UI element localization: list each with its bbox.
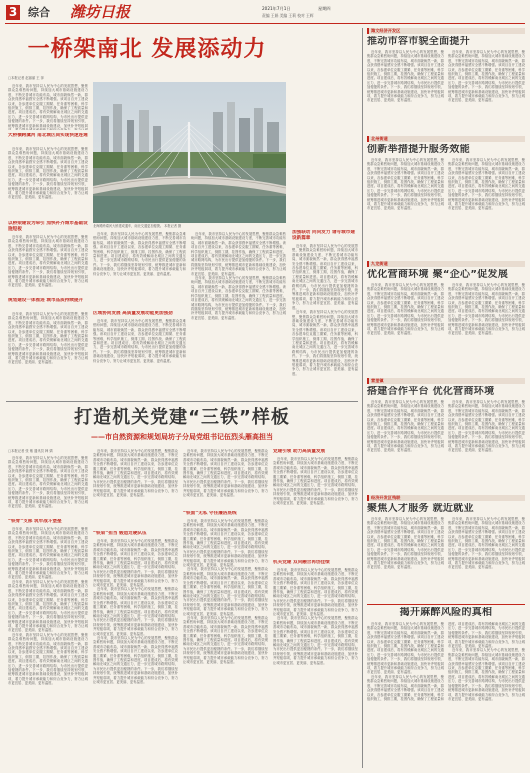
paper-name: 潍坊日报 (70, 3, 131, 21)
feature-column-3-bottom (183, 519, 268, 769)
lead-column-2 (93, 232, 186, 309)
lead-paragraph: 近年来，我市坚持以人民为中心的发展思想，聚焦群众急难愁盼问题，持续加大城市基础设施建设力度，不断完善城市功能布局，城市面貌焕然一新，群众获得感幸福感安全感不断增强。该项目自开工建设以来，各参建单位克服工期紧、任务重等困难，科学组织施工，倒排工期，挂图作战，确保了工程质量和进度。项目建成后，将有效缓解南北城区之间的交通压力，进一步完善城市路网结构，为市民出行提供更加便捷的条件。下一步，我们将继续坚持规划引领，统筹推进城市更新和基础设施建设，加快补齐短板弱项，着力提升城市承载能力和综合竞争力，努力让城市更宜居、更美丽、更有温度。 (8, 147, 88, 200)
rail-title-4: 搭建合作平台 优化营商环境 (367, 386, 495, 397)
rail-story-5 (367, 517, 525, 601)
rail-rule (367, 604, 525, 605)
feature-paragraph: 近年来，我市坚持以人民为中心的发展思想，聚焦群众急难愁盼问题，持续加大城市基础设施建设力度，不断完善城市功能布局，城市面貌焕然一新，群众获得感幸福感安全感不断增强。该项目自开工建设以来，各参建单位克服工期紧、任务重等困难，科学组织施工，倒排工期，挂图作战，确保了工程质量和进度。项目建成后，将有效缓解南北城区之间的交通压力，进一步完善城市路网结构，为市民出行提供更加便捷的条件。下一步，我们将继续坚持规划引领，统筹推进城市更新和基础设施建设，加快补齐短板弱项，着力提升城市承载能力和综合竞争力，努力让城市更宜居、更美丽、更有温度。 (183, 449, 268, 498)
feature-byline: □本报记者 张 敏 通讯员 韩 婧 (8, 449, 53, 453)
feature-subhead-1: “铁骨”支部 筑牢战斗堡垒 (8, 519, 62, 524)
issue-date: 2021年7月1日 (262, 6, 291, 11)
feature-paragraph: 近年来，我市坚持以人民为中心的发展思想，聚焦群众急难愁盼问题，持续加大城市基础设施建设力度，不断完善城市功能布局，城市面貌焕然一新，群众获得感幸福感安全感不断增强。该项目自开工建设以来，各参建单位克服工期紧、任务重等困难，科学组织施工，倒排工期，挂图作战，确保了工程质量和进度。项目建成后，将有效缓解南北城区之间的交通压力，进一步完善城市路网结构，为市民出行提供更加便捷的条件。下一步，我们将继续坚持规划引领，统筹推进城市更新和基础设施建设，加快补齐短板弱项，着力提升城市承载能力和综合竞争力，努力让城市更宜居、更美丽、更有温度。 (93, 635, 178, 684)
rail-paragraph: 近年来，我市坚持以人民为中心的发展思想，聚焦群众急难愁盼问题，持续加大城市基础设施建设力度，不断完善城市功能布局，城市面貌焕然一新，群众获得感幸福感安全感不断增强。该项目自开工建设以来，各参建单位克服工期紧、任务重等困难，科学组织施工，倒排工期，挂图作战，确保了工程质量和进度。项目建成后，将有效缓解南北城区之间的交通压力，进一步完善城市路网结构，为市民出行提供更加便捷的条件。下一步，我们将继续坚持规划引领，统筹推进城市更新和基础设施建设，加快补齐短板弱项，着力提升城市承载能力和综合竞争力，努力让城市更宜居、更美丽、更有温度。 (367, 622, 525, 701)
lead-column-2-bottom (93, 319, 186, 396)
feature-paragraph: 近年来，我市坚持以人民为中心的发展思想，聚焦群众急难愁盼问题，持续加大城市基础设施建设力度，不断完善城市功能布局，城市面貌焕然一新，群众获得感幸福感安全感不断增强。该项目自开工建设以来，各参建单位克服工期紧、任务重等困难，科学组织施工，倒排工期，挂图作战，确保了工程质量和进度。项目建成后，将有效缓解南北城区之间的交通压力，进一步完善城市路网结构，为市民出行提供更加便捷的条件。下一步，我们将继续坚持规划引领，统筹推进城市更新和基础设施建设，加快补齐短板弱项，着力提升城市承载能力和综合竞争力，努力让城市更宜居、更美丽、更有温度。 (93, 449, 178, 498)
feature-subhead-4: 党建引领 助力高质量发展 (273, 449, 326, 454)
lead-subhead-2: 以桥梁建设为牵引 加快补齐城市基础设施短板 (8, 221, 88, 232)
rail-paragraph: 近年来，我市坚持以人民为中心的发展思想，聚焦群众急难愁盼问题，持续加大城市基础设施建设力度，不断完善城市功能布局，城市面貌焕然一新，群众获得感幸福感安全感不断增强。该项目自开工建设以来，各参建单位克服工期紧、任务重等困难，科学组织施工，倒排工期，挂图作战，确保了工程质量和进度。项目建成后，将有效缓解南北城区之间的交通压力，进一步完善城市路网结构，为市民出行提供更加便捷的条件。下一步，我们将继续坚持规划引领，统筹推进城市更新和基础设施建设，加快补齐短板弱项，着力提升城市承载能力和综合竞争力，努力让城市更宜居、更美丽、更有温度。 (367, 50, 444, 103)
lead-paragraph: 近年来，我市坚持以人民为中心的发展思想，聚焦群众急难愁盼问题，持续加大城市基础设施建设力度，不断完善城市功能布局，城市面貌焕然一新，群众获得感幸福感安全感不断增强。该项目自开工建设以来，各参建单位克服工期紧、任务重等困难，科学组织施工，倒排工期，挂图作战，确保了工程质量和进度。项目建成后，将有效缓解南北城区之间的交通压力，进一步完善城市路网结构，为市民出行提供更加便捷的条件。下一步，我们将继续坚持规划引领，统筹推进城市更新和基础设施建设，加快补齐短板弱项，着力提升城市承载能力和综合竞争力，努力让城市更宜居、更美丽、更有温度。 (191, 276, 286, 320)
masthead (0, 0, 530, 24)
bridge-photo-image (93, 82, 286, 223)
lead-column-1-bottom (8, 312, 88, 396)
rail-title-3: 优化营商环境 聚“企心”促发展 (367, 269, 509, 280)
feature-paragraph: 近年来，我市坚持以人民为中心的发展思想，聚焦群众急难愁盼问题，持续加大城市基础设施建设力度，不断完善城市功能布局，城市面貌焕然一新，群众获得感幸福感安全感不断增强。该项目自开工建设以来，各参建单位克服工期紧、任务重等困难，科学组织施工，倒排工期，挂图作战，确保了工程质量和进度。项目建成后，将有效缓解南北城区之间的交通压力，进一步完善城市路网结构，为市民出行提供更加便捷的条件。下一步，我们将继续坚持规划引领，统筹推进城市更新和基础设施建设，加快补齐短板弱项，着力提升城市承载能力和综合竞争力，努力让城市更宜居、更美丽、更有温度。 (8, 632, 88, 686)
section-name: 综合 (28, 6, 50, 19)
lead-paragraph: 近年来，我市坚持以人民为中心的发展思想，聚焦群众急难愁盼问题，持续加大城市基础设施建设力度，不断完善城市功能布局，城市面貌焕然一新，群众获得感幸福感安全感不断增强。该项目自开工建设以来，各参建单位克服工期紧、任务重等困难，科学组织施工，倒排工期，挂图作战，确保了工程质量和进度。项目建成后，将有效缓解南北城区之间的交通压力，进一步完善城市路网结构，为市民出行提供更加便捷的条件。下一步，我们将继续坚持规划引领，统筹推进城市更新和基础设施建设，加快补齐短板弱项，着力提升城市承载能力和综合竞争力，努力让城市更宜居、更美丽、更有温度。 (8, 235, 88, 288)
rail-paragraph: 近年来，我市坚持以人民为中心的发展思想，聚焦群众急难愁盼问题，持续加大城市基础设施建设力度，不断完善城市功能布局，城市面貌焕然一新，群众获得感幸福感安全感不断增强。该项目自开工建设以来，各参建单位克服工期紧、任务重等困难，科学组织施工，倒排工期，挂图作战，确保了工程质量和进度。项目建成后，将有效缓解南北城区之间的交通压力，进一步完善城市路网结构，为市民出行提供更加便捷的条件。下一步，我们将继续坚持规划引领，统筹推进城市更新和基础设施建设，加快补齐短板弱项，着力提升城市承载能力和综合竞争力，努力让城市更宜居、更美丽、更有温度。 (448, 648, 525, 701)
feature-subhead-3: “铁面”无私 守住廉洁底线 (183, 511, 237, 516)
lead-subhead-5: 加强联动 同向发力 谱写城市建设新篇章 (292, 230, 355, 241)
rail-story-6 (367, 622, 525, 769)
issue-weekday: 星期四 (318, 6, 331, 11)
lead-paragraph: 近年来，我市坚持以人民为中心的发展思想，聚焦群众急难愁盼问题，持续加大城市基础设施建设力度，不断完善城市功能布局，城市面貌焕然一新，群众获得感幸福感安全感不断增强。该项目自开工建设以来，各参建单位克服工期紧、任务重等困难，科学组织施工，倒排工期，挂图作战，确保了工程质量和进度。项目建成后，将有效缓解南北城区之间的交通压力，进一步完善城市路网结构，为市民出行提供更加便捷的条件。下一步，我们将继续坚持规划引领，统筹推进城市更新和基础设施建设，加快补齐短板弱项，着力提升城市承载能力和综合竞争力，努力让城市更宜居、更美丽、更有温度。 (93, 319, 186, 363)
rail-paragraph: 近年来，我市坚持以人民为中心的发展思想，聚焦群众急难愁盼问题，持续加大城市基础设施建设力度，不断完善城市功能布局，城市面貌焕然一新，群众获得感幸福感安全感不断增强。该项目自开工建设以来，各参建单位克服工期紧、任务重等困难，科学组织施工，倒排工期，挂图作战，确保了工程质量和进度。项目建成后，将有效缓解南北城区之间的交通压力，进一步完善城市路网结构，为市民出行提供更加便捷的条件。下一步，我们将继续坚持规划引领，统筹推进城市更新和基础设施建设，加快补齐短板弱项，着力提升城市承载能力和综合竞争力，努力让城市更宜居、更美丽、更有温度。 (367, 283, 444, 336)
masthead-rule (5, 23, 525, 24)
feature-paragraph: 近年来，我市坚持以人民为中心的发展思想，聚焦群众急难愁盼问题，持续加大城市基础设施建设力度，不断完善城市功能布局，城市面貌焕然一新，群众获得感幸福感安全感不断增强。该项目自开工建设以来，各参建单位克服工期紧、任务重等困难，科学组织施工，倒排工期，挂图作战，确保了工程质量和进度。项目建成后，将有效缓解南北城区之间的交通压力，进一步完善城市路网结构，为市民出行提供更加便捷的条件。下一步，我们将继续坚持规划引领，统筹推进城市更新和基础设施建设，加快补齐短板弱项，着力提升城市承载能力和综合竞争力，努力让城市更宜居、更美丽、更有温度。 (273, 457, 358, 506)
lead-paragraph: 近年来，我市坚持以人民为中心的发展思想，聚焦群众急难愁盼问题，持续加大城市基础设施建设力度，不断完善城市功能布局，城市面貌焕然一新，群众获得感幸福感安全感不断增强。该项目自开工建设以来，各参建单位克服工期紧、任务重等困难，科学组织施工，倒排工期，挂图作战，确保了工程质量和进度。项目建成后，将有效缓解南北城区之间的交通压力，进一步完善城市路网结构，为市民出行提供更加便捷的条件。下一步，我们将继续坚持规划引领，统筹推进城市更新和基础设施建设，加快补齐短板弱项，着力提升城市承载能力和综合竞争力，努力让城市更宜居、更美丽、更有温度。 (191, 232, 286, 276)
rail-story-4 (367, 400, 525, 492)
feature-title: 打造机关党建“三铁”样板 (74, 407, 290, 428)
lead-column-4 (292, 244, 358, 396)
feature-paragraph: 近年来，我市坚持以人民为中心的发展思想，聚焦群众急难愁盼问题，持续加大城市基础设施建设力度，不断完善城市功能布局，城市面貌焕然一新，群众获得感幸福感安全感不断增强。该项目自开工建设以来，各参建单位克服工期紧、任务重等困难，科学组织施工，倒排工期，挂图作战，确保了工程质量和进度。项目建成后，将有效缓解南北城区之间的交通压力，进一步完善城市路网结构，为市民出行提供更加便捷的条件。下一步，我们将继续坚持规划引领，统筹推进城市更新和基础设施建设，加快补齐短板弱项，着力提升城市承载能力和综合竞争力，努力让城市更宜居、更美丽、更有温度。 (183, 567, 268, 616)
rail-paragraph: 近年来，我市坚持以人民为中心的发展思想，聚焦群众急难愁盼问题，持续加大城市基础设施建设力度，不断完善城市功能布局，城市面貌焕然一新，群众获得感幸福感安全感不断增强。该项目自开工建设以来，各参建单位克服工期紧、任务重等困难，科学组织施工，倒排工期，挂图作战，确保了工程质量和进度。项目建成后，将有效缓解南北城区之间的交通压力，进一步完善城市路网结构，为市民出行提供更加便捷的条件。下一步，我们将继续坚持规划引领，统筹推进城市更新和基础设施建设，加快补齐短板弱项，着力提升城市承载能力和综合竞争力，努力让城市更宜居、更美丽、更有温度。 (448, 517, 525, 570)
feature-paragraph: 近年来，我市坚持以人民为中心的发展思想，聚焦群众急难愁盼问题，持续加大城市基础设施建设力度，不断完善城市功能布局，城市面貌焕然一新，群众获得感幸福感安全感不断增强。该项目自开工建设以来，各参建单位克服工期紧、任务重等困难，科学组织施工，倒排工期，挂图作战，确保了工程质量和进度。项目建成后，将有效缓解南北城区之间的交通压力，进一步完善城市路网结构，为市民出行提供更加便捷的条件。下一步，我们将继续坚持规划引领，统筹推进城市更新和基础设施建设，加快补齐短板弱项，着力提升城市承载能力和综合竞争力，努力让城市更宜居、更美丽、更有温度。 (183, 615, 268, 664)
lead-paragraph: 近年来，我市坚持以人民为中心的发展思想，聚焦群众急难愁盼问题，持续加大城市基础设施建设力度，不断完善城市功能布局，城市面貌焕然一新，群众获得感幸福感安全感不断增强。该项目自开工建设以来，各参建单位克服工期紧、任务重等困难，科学组织施工，倒排工期，挂图作战，确保了工程质量和进度。项目建成后，将有效缓解南北城区之间的交通压力，进一步完善城市路网结构，为市民出行提供更加便捷的条件。下一步，我们将继续坚持规划引领，统筹推进城市更新和基础设施建设，加快补齐短板弱 (8, 84, 88, 128)
feature-paragraph: 近年来，我市坚持以人民为中心的发展思想，聚焦群众急难愁盼问题，持续加大城市基础设施建设力度，不断完善城市功能布局，城市面貌焕然一新，群众获得感幸福感安全感不断增强。该项目自开工建设以来，各参建单位克服工期紧、任务重等困难，科学组织施工，倒排工期，挂图作战，确保了工程质量和进度。项目建成后，将有效缓解南北城区之间的交通压力，进一步完善城市路网结构，为市民出行提供更加便捷的条件。下一步，我们将继续坚持规划引领，统筹推进城市更新和基础设施建设，加快补齐短板弱项，着力提升城市承载能力和综合竞争力，努力让城市更宜居、更美丽、更有温度。 (8, 527, 88, 580)
rail-title-6: 揭开麻醉风险的真相 (399, 607, 493, 618)
rail-story-1 (367, 50, 525, 132)
feature-subtitle: ——市自然资源和规划局坊子分局党组书记伍烈头雁高担当 (91, 433, 273, 441)
feature-column-4 (273, 457, 358, 557)
bridge-photo (93, 82, 286, 223)
rail-paragraph: 近年来，我市坚持以人民为中心的发展思想，聚焦群众急难愁盼问题，持续加大城市基础设施建设力度，不断完善城市功能布局，城市面貌焕然一新，群众获得感幸福感安全感不断增强。该项目自开工建设以来，各参建单位克服工期紧、任务重等困难，科学组织施工，倒排工期，挂图作战，确保了工程质量和进度。项目建成后，将有效缓解南北城区之间的交通压力，进一步完善城市路网结构，为市民出行提供更加便捷的条件。下一步，我们将继续坚持规划引领，统筹推进城市更新和基础设施建设，加快补齐短板弱项，着力提升城市承载能力和综合竞争力，努力让城市更宜居、更美丽、更有温度。 (448, 158, 525, 211)
lead-paragraph: 近年来，我市坚持以人民为中心的发展思想，聚焦群众急难愁盼问题，持续加大城市基础设施建设力度，不断完善城市功能布局，城市面貌焕然一新，群众获得感幸福感安全感不断增强。该项目自开工建设以来，各参建单位克服工期紧、任务重等困难，科学组织施工，倒排工期，挂图作战，确保了工程质量和进度。项目建成后，将有效缓解南北城区之间的交通压力，进一步完善城市路网结构，为市民出行提供更加便捷的条件。下一步，我们将继续坚持规划引领，统筹推进城市更新和基础设施建设，加快补齐短板弱项，着力提升城市承载能力和综合竞争力，努力让城市更宜居、更美丽、更有温度。 (292, 244, 358, 310)
rail-divider (362, 28, 363, 768)
lead-subhead-4: 区域协同发展 高质量发展动能更加强劲 (93, 311, 173, 316)
rail-kicker-3: 九龙街道 (367, 261, 525, 267)
lead-paragraph: 近年来，我市坚持以人民为中心的发展思想，聚焦群众急难愁盼问题，持续加大城市基础设施建设力度，不断完善城市功能布局，城市面貌焕然一新，群众获得感幸福感安全感不断增强。该项目自开工建设以来，各参建单位克服工期紧、任务重等困难，科学组织施工，倒排工期，挂图作战，确保了工程质量和进度。项目建成后，将有效缓解南北城区之间的交通压力，进一步完善城市路网结构，为市民出行提供更加便捷的条件。下一步，我们将继续坚持规划引领，统筹推进城市更新和基础设施建设，加快补齐短板弱项，着力提升城市承载能力和综合竞争力，努力让城市更宜居、更美丽、更有温度。 (8, 312, 88, 365)
lead-divider (6, 401, 358, 402)
rail-kicker-1: 潍文经济开发区 (367, 28, 525, 34)
photo-caption: 北海路跨虞河大桥建成通车，南北交通更加便捷。 本报记者 摄 (93, 224, 182, 228)
feature-paragraph: 近年来，我市坚持以人民为中心的发展思想，聚焦群众急难愁盼问题，持续加大城市基础设施建设力度，不断完善城市功能布局，城市面貌焕然一新，群众获得感幸福感安全感不断增强。该项目自开工建设以来，各参建单位克服工期紧、任务重等困难，科学组织施工，倒排工期，挂图作战，确保了工程质量和进度。项目建成后，将有效缓解南北城区之间的交通压力，进一步完善城市路网结构，为市民出行提供更加便捷的条件。下一步，我们将继续坚持规划引领，统筹推进城市更新和基础设施建设，加快补齐短板弱项，着力提升城市承载能力和综合竞争力，努力让城市更宜居、更美丽、更有温度。 (93, 539, 178, 588)
feature-column-2 (93, 449, 178, 529)
lead-column-1-top (8, 84, 88, 130)
feature-paragraph: 近年来，我市坚持以人民为中心的发展思想，聚焦群众急难愁盼问题，持续加大城市基础设施建设力度，不断完善城市功能布局，城市面貌焕然一新，群众获得感幸福感安全感不断增强。该项目自开工建设以来，各参建单位克服工期紧、任务重等困难，科学组织施工，倒排工期，挂图作战，确保了工程质量和进度。项目建成后，将有效缓解南北城区之间的交通压力，进一步完善城市路网结构，为市民出行提供更加便捷的条件。下一步，我们将继续坚持规划引领，统筹推进城市更新和基础设施建设，加快补齐短板弱项，着力提升城市承载能力和综合竞争力，努力让城市更宜居、更美丽、更有温度。 (93, 587, 178, 636)
rail-story-3 (367, 283, 525, 375)
feature-column-2-bottom (93, 539, 178, 769)
feature-subhead-2: “铁肩”担当 锻造过硬队伍 (93, 531, 147, 536)
feature-paragraph: 近年来，我市坚持以人民为中心的发展思想，聚焦群众急难愁盼问题，持续加大城市基础设施建设力度，不断完善城市功能布局，城市面貌焕然一新，群众获得感幸福感安全感不断增强。该项目自开工建设以来，各参建单位克服工期紧、任务重等困难，科学组织施工，倒排工期，挂图作战，确保了工程质量和进度。项目建成后，将有效缓解南北城区之间的交通压力，进一步完善城市路网结构，为市民出行提供更加便捷的条件。下一步，我们将继续坚持规划引领，统筹推进城市更新和基础设施建设，加快补齐短板弱项，着力提升城市承载能力和综合竞争力，努力让城市更宜居、更美丽、更有温度。 (273, 568, 358, 617)
rail-title-2: 创新举措提升服务效能 (367, 144, 470, 155)
rail-kicker-2: 北州街道 (367, 136, 525, 142)
rail-title-1: 推动市容市貌全面提升 (367, 36, 470, 47)
feature-column-1 (8, 456, 88, 516)
rail-story-2 (367, 158, 525, 258)
feature-column-3 (183, 449, 268, 509)
lead-subhead-1: 大桥横跨虞河 南北城区间实现快速连通 (8, 133, 88, 138)
rail-kicker-5: 经济开发区残联 (367, 495, 525, 501)
page-number: 3 (6, 5, 20, 20)
rail-paragraph: 近年来，我市坚持以人民为中心的发展思想，聚焦群众急难愁盼问题，持续加大城市基础设施建设力度，不断完善城市功能布局，城市面貌焕然一新，群众获得感幸福感安全感不断增强。该项目自开工建设以来，各参建单位克服工期紧、任务重等困难，科学组织施工，倒排工期，挂图作战，确保了工程质量和进度。项目建成后，将有效缓解南北城区之间的交通压力，进一步完善城市路网结构，为市民出行提供更加便捷的条件。下一步，我们将继续坚持规划引领，统筹推进城市更新和基础设施建设，加快补齐短板弱项，着力提升城市承载能力和综合竞争力，努力让城市更宜居、更美丽、更有温度。 (448, 400, 525, 453)
lead-column-3 (191, 232, 286, 396)
feature-paragraph: 近年来，我市坚持以人民为中心的发展思想，聚焦群众急难愁盼问题，持续加大城市基础设施建设力度，不断完善城市功能布局，城市面貌焕然一新，群众获得感幸福感安全感不断增强。该项目自开工建设以来，各参建单位克服工期紧、任务重等困难，科学组织施工，倒排工期，挂图作战，确保了工程质量和进度。项目建成后，将有效缓解南北城区之间的交通压力，进一步完善城市路网结构，为市民出行提供更加便捷的条件。下一步，我们将继续坚持规划引领，统筹推进城市更新和基础设施建设，加快补齐短板弱项，着力提升城市承载能力和综合竞争力，努力让城市更宜居、更美丽、更有温度。 (8, 456, 88, 509)
rail-paragraph: 近年来，我市坚持以人民为中心的发展思想，聚焦群众急难愁盼问题，持续加大城市基础设施建设力度，不断完善城市功能布局，城市面貌焕然一新，群众获得感幸福感安全感不断增强。该项目自开工建设以来，各参建单位克服工期紧、任务重等困难，科学组织施工，倒排工期，挂图作战，确保了工程质量和进度。项目建成后，将有效缓解南北城区之间的交通压力，进一步完善城市路网结构，为市民出行提供更加便捷的条件。下一步，我们将继续坚持规划引领，统筹推进城市更新和基础设施建设，加快补齐短板弱项，着力提升城市承载能力和综合竞争力，努力让城市更宜居、更美丽、更有温度。 (367, 158, 444, 211)
rail-kicker-4: 营里镇 (367, 378, 525, 384)
feature-paragraph: 近年来，我市坚持以人民为中心的发展思想，聚焦群众急难愁盼问题，持续加大城市基础设施建设力度，不断完善城市功能布局，城市面貌焕然一新，群众获得感幸福感安全感不断增强。该项目自开工建设以来，各参建单位克服工期紧、任务重等困难，科学组织施工，倒排工期，挂图作战，确保了工程质量和进度。项目建成后，将有效缓解南北城区之间的交通压力，进一步完善城市路网结构，为市民出行提供更加便捷的条件。下一步，我们将继续坚持规划引领，统筹推进城市更新和基础设施建设，加快补齐短板弱项，着力提升城市承载能力和综合竞争力，努力让城市更宜居、更美丽、更有温度。 (273, 616, 358, 665)
feature-column-4-bottom (273, 568, 358, 769)
rail-paragraph: 近年来，我市坚持以人民为中心的发展思想，聚焦群众急难愁盼问题，持续加大城市基础设施建设力度，不断完善城市功能布局，城市面貌焕然一新，群众获得感幸福感安全感不断增强。该项目自开工建设以来，各参建单位克服工期紧、任务重等困难，科学组织施工，倒排工期，挂图作战，确保了工程质量和进度。项目建成后，将有效缓解南北城区之间的交通压力，进一步完善城市路网结构，为市民出行提供更加便捷的条件。下一步，我们将继续坚持规划引领，统筹推进城市更新和基础设施建设，加快补齐短板弱项，着力提升城市承载能力和综合竞争力，努力让城市更宜居、更美丽、更有温度。 (367, 517, 444, 570)
rail-paragraph: 近年来，我市坚持以人民为中心的发展思想，聚焦群众急难愁盼问题，持续加大城市基础设施建设力度，不断完善城市功能布局，城市面貌焕然一新，群众获得感幸福感安全感不断增强。该项目自开工建设以来，各参建单位克服工期紧、任务重等困难，科学组织施工，倒排工期，挂图作战，确保了工程质量和进度。项目建成后，将有效缓解南北城区之间的交通压力，进一步完善城市路网结构，为市民出行提供更加便捷的条件。下一步，我们将继续坚持规划引领，统筹推进城市更新和基础设施建设，加快补齐短板弱项，着力提升城市承载能力和综合竞争力，努力让城市更宜居、更美丽、更有温度。 (367, 400, 444, 453)
lead-byline: □本报记者 赵丽丽 王 萍 (8, 76, 44, 80)
editor-credits: 责编 王娟 美编 王莉 校对 王辉 (262, 13, 314, 18)
rail-paragraph: 近年来，我市坚持以人民为中心的发展思想，聚焦群众急难愁盼问题，持续加大城市基础设施建设力度，不断完善城市功能布局，城市面貌焕然一新，群众获得感幸福感安全感不断增强。该项目自开工建设以来，各参建单位克服工期紧、任务重等困难，科学组织施工，倒排工期，挂图作战，确保了工程质量和进度。项目建成后，将有效缓解南北城区之间的交通压力，进一步完善城市路网结构，为市民出行提供更加便捷的条件。下一步，我们将继续坚持规划引领，统筹推进城市更新和基础设施建设，加快补齐短板弱项，着力提升城市承载能力和综合竞争力，努力让城市更宜居、更美丽、更有温度。 (448, 283, 525, 336)
lead-paragraph: 近年来，我市坚持以人民为中心的发展思想，聚焦群众急难愁盼问题，持续加大城市基础设施建设力度，不断完善城市功能布局，城市面貌焕然一新，群众获得感幸福感安全感不断增强。该项目自开工建设以来，各参建单位克服工期紧、任务重等困难，科学组织施工，倒排工期，挂图作战，确保了工程质量和进度。项目建成后，将有效缓解南北城区之间的交通压力，进一步完善城市路网结构，为市民出行提供更加便捷的条件。下一步，我们将继续坚持规划引领，统筹推进城市更新和基础设施建设，加快补齐短板弱项，着力提升城市承载能力和综合竞争力，努力让城市更宜居、更美丽、更有温度。 (93, 232, 186, 276)
lead-paragraph: 近年来，我市坚持以人民为中心的发展思想，聚焦群众急难愁盼问题，持续加大城市基础设施建设力度，不断完善城市功能布局，城市面貌焕然一新，群众获得感幸福感安全感不断增强。该项目自开工建设以来，各参建单位克服工期紧、任务重等困难，科学组织施工，倒排工期，挂图作战，确保了工程质量和进度。项目建成后，将有效缓解南北城区之间的交通压力，进一步完善城市路网结构，为市民出行提供更加便捷的条件。下一步，我们将继续坚持规划引领，统筹推进城市更新和基础设施建设，加快补齐短板弱项，着力提升城市承载能力和综合竞争力，努力让城市更宜居、更美丽、更有温度。 (292, 310, 358, 376)
lead-column-1-mid (8, 147, 88, 219)
lead-column-1-low (8, 235, 88, 295)
feature-paragraph: 近年来，我市坚持以人民为中心的发展思想，聚焦群众急难愁盼问题，持续加大城市基础设施建设力度，不断完善城市功能布局，城市面貌焕然一新，群众获得感幸福感安全感不断增强。该项目自开工建设以来，各参建单位克服工期紧、任务重等困难，科学组织施工，倒排工期，挂图作战，确保了工程质量和进度。项目建成后，将有效缓解南北城区之间的交通压力，进一步完善城市路网结构，为市民出行提供更加便捷的条件。下一步，我们将继续坚持规划引领，统筹推进城市更新和基础设施建设，加快补齐短板弱项，着力提升城市承载能力和综合竞争力，努力让城市更宜居、更美丽、更有温度。 (183, 519, 268, 568)
feature-paragraph: 近年来，我市坚持以人民为中心的发展思想，聚焦群众急难愁盼问题，持续加大城市基础设施建设力度，不断完善城市功能布局，城市面貌焕然一新，群众获得感幸福感安全感不断增强。该项目自开工建设以来，各参建单位克服工期紧、任务重等困难，科学组织施工，倒排工期，挂图作战，确保了工程质量和进度。项目建成后，将有效缓解南北城区之间的交通压力，进一步完善城市路网结构，为市民出行提供更加便捷的条件。下一步，我们将继续坚持规划引领，统筹推进城市更新和基础设施建设，加快补齐短板弱项，着力提升城市承载能力和综合竞争力，努力让城市更宜居、更美丽、更有温度。 (8, 579, 88, 633)
rail-title-5: 聚焦人才服务 就近就业 (367, 503, 474, 514)
lead-subhead-3: 规划建设一体推进 城市品质持续提升 (8, 298, 84, 303)
rail-paragraph: 近年来，我市坚持以人民为中心的发展思想，聚焦群众急难愁盼问题，持续加大城市基础设施建设力度，不断完善城市功能布局，城市面貌焕然一新，群众获得感幸福感安全感不断增强。该项目自开工建设以来，各参建单位克服工期紧、任务重等困难，科学组织施工，倒排工期，挂图作战，确保了工程质量和进度。项目建成后，将有效缓解南北城区之间的交通压力，进一步完善城市路网结构，为市民出行提供更加便捷的条件。下一步，我们将继续坚持规划引领，统筹推进城市更新和基础设施建设，加快补齐短板弱项，着力提升城市承载能力和综合竞争力，努力让城市更宜居、更美丽、更有温度。 (367, 622, 444, 675)
feature-subhead-5: 机关党建 双向融合再创佳绩 (273, 560, 330, 565)
rail-paragraph: 近年来，我市坚持以人民为中心的发展思想，聚焦群众急难愁盼问题，持续加大城市基础设施建设力度，不断完善城市功能布局，城市面貌焕然一新，群众获得感幸福感安全感不断增强。该项目自开工建设以来，各参建单位克服工期紧、任务重等困难，科学组织施工，倒排工期，挂图作战，确保了工程质量和进度。项目建成后，将有效缓解南北城区之间的交通压力，进一步完善城市路网结构，为市民出行提供更加便捷的条件。下一步，我们将继续坚持规划引领，统筹推进城市更新和基础设施建设，加快补齐短板弱项，着力提升城市承载能力和综合竞争力，努力让城市更宜居、更美丽、更有温度。 (448, 50, 525, 103)
lead-title: 一桥架南北 发展添动力 (27, 37, 267, 62)
feature-column-1-bottom (8, 527, 88, 769)
